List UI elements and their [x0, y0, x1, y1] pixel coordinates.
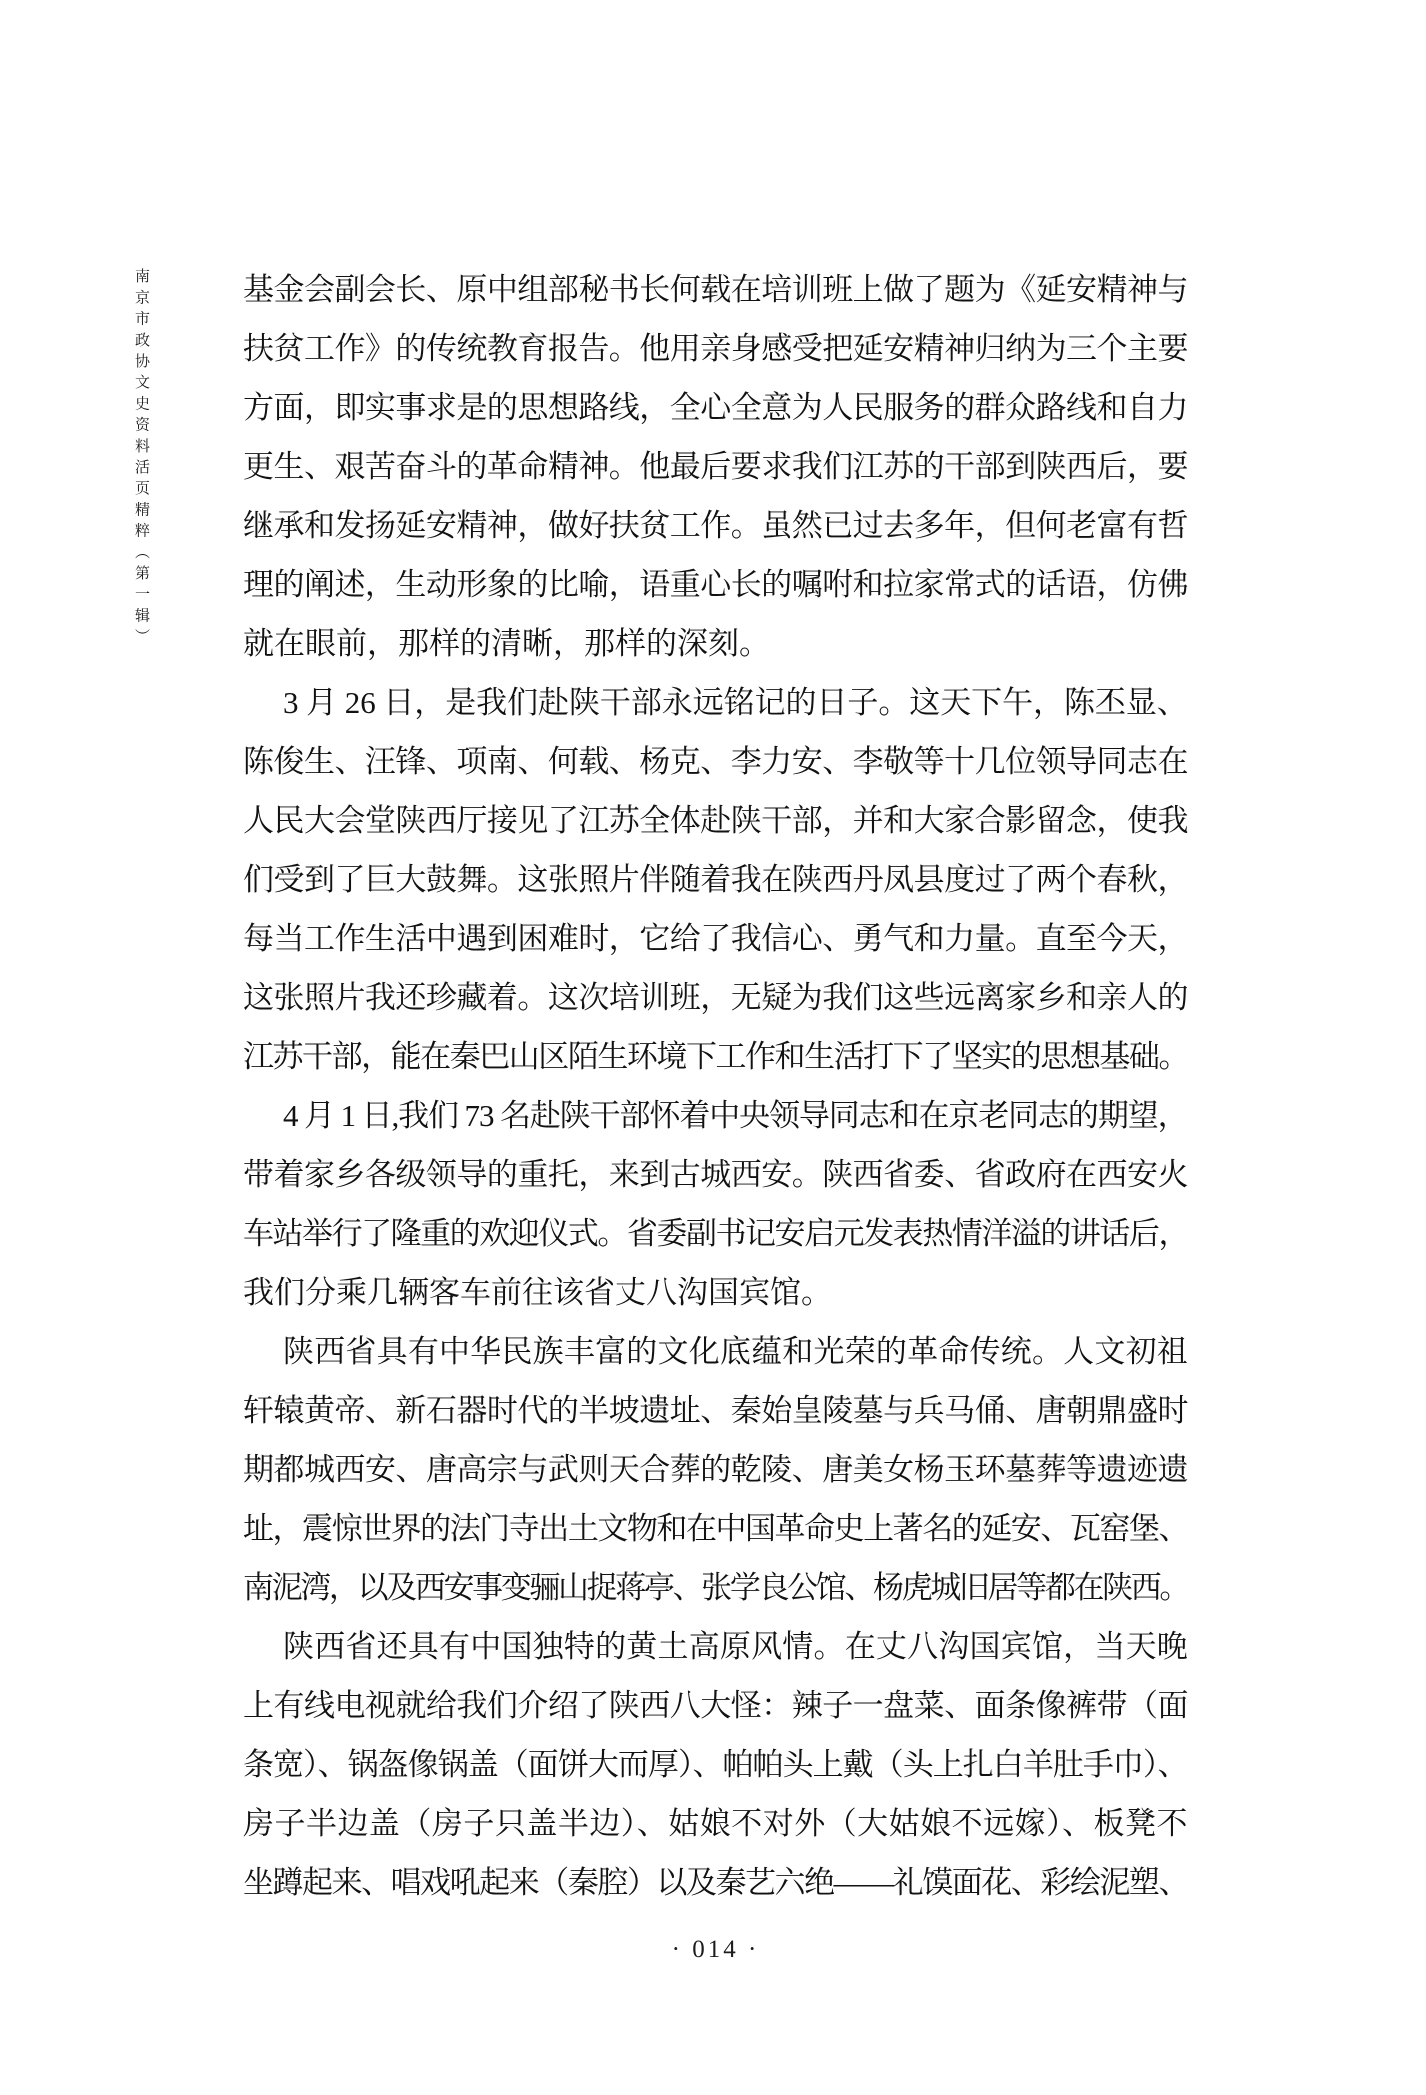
text-line-content: 更生、艰苦奋斗的革命精神。他最后要求我们江苏的干部到陕西后，要 [243, 449, 1188, 484]
text-line-content: 每当工作生活中遇到困难时，它给了我信心、勇气和力量。直至今天， [243, 921, 1188, 956]
text-line [243, 1617, 1188, 1676]
text-line [243, 319, 1188, 378]
text-line [243, 1676, 1188, 1735]
text-line [243, 378, 1188, 437]
text-line-content: 陕西省还具有中国独特的黄土高原风情。在丈八沟国宾馆，当天晚 [283, 1629, 1188, 1664]
text-line [243, 1558, 1188, 1617]
text-line [243, 1263, 1188, 1322]
text-line-content: 轩辕黄帝、新石器时代的半坡遗址、秦始皇陵墓与兵马俑、唐朝鼎盛时 [243, 1393, 1188, 1428]
text-line [243, 850, 1188, 909]
text-line-content: 坐蹲起来、唱戏吼起来（秦腔）以及秦艺六绝——礼馍面花、彩绘泥塑、 [243, 1865, 1188, 1900]
text-line-content: 陕西省具有中华民族丰富的文化底蕴和光荣的革命传统。人文初祖 [283, 1334, 1188, 1369]
text-line [243, 614, 1188, 673]
text-line [243, 260, 1188, 319]
text-line-content: 带着家乡各级领导的重托，来到古城西安。陕西省委、省政府在西安火 [243, 1157, 1188, 1192]
text-line [243, 968, 1188, 1027]
page-number: · 014 · [671, 1936, 760, 1963]
text-line [243, 732, 1188, 791]
text-line [243, 496, 1188, 555]
text-line [243, 555, 1188, 614]
text-line-content: 这张照片我还珍藏着。这次培训班，无疑为我们这些远离家乡和亲人的 [243, 980, 1188, 1015]
text-line [243, 1086, 1188, 1145]
text-line-content: 方面，即实事求是的思想路线，全心全意为人民服务的群众路线和自力 [243, 390, 1188, 425]
text-line [243, 437, 1188, 496]
text-line-content: 人民大会堂陕西厅接见了江苏全体赴陕干部，并和大家合影留念，使我 [243, 803, 1188, 838]
text-line [243, 1853, 1188, 1912]
text-line [243, 1499, 1188, 1558]
text-line-content: 基金会副会长、原中组部秘书长何载在培训班上做了题为《延安精神与 [243, 272, 1188, 307]
text-line [243, 1322, 1188, 1381]
sidebar-vertical-title [131, 268, 152, 650]
text-line-content: 房子半边盖（房子只盖半边）、姑娘不对外（大姑娘不远嫁）、板凳不 [243, 1806, 1188, 1841]
text-line [243, 1204, 1188, 1263]
text-line-content: 理的阐述，生动形象的比喻，语重心长的嘱咐和拉家常式的话语，仿佛 [243, 567, 1188, 602]
text-line-content: 3 月 26 日，是我们赴陕干部永远铭记的日子。这天下午，陈丕显、 [283, 685, 1188, 720]
text-line-content: 扶贫工作》的传统教育报告。他用亲身感受把延安精神归纳为三个主要 [243, 331, 1188, 366]
text-line [243, 673, 1188, 732]
text-line [243, 1735, 1188, 1794]
text-line-content: 们受到了巨大鼓舞。这张照片伴随着我在陕西丹凤县度过了两个春秋， [243, 862, 1188, 897]
sidebar-title-text: 南京市政协文史资料活页精粹（第一辑） [133, 268, 149, 650]
text-line-content: 期都城西安、唐高宗与武则天合葬的乾陵、唐美女杨玉环墓葬等遗迹遗 [243, 1452, 1188, 1487]
text-line [243, 1440, 1188, 1499]
text-line [243, 791, 1188, 850]
text-line-content: 江苏干部，能在秦巴山区陌生环境下工作和生活打下了坚实的思想基础。 [243, 1039, 1188, 1074]
text-line-content: 继承和发扬延安精神，做好扶贫工作。虽然已过去多年，但何老富有哲 [243, 508, 1188, 543]
text-line [243, 1145, 1188, 1204]
text-line [243, 1794, 1188, 1853]
text-line [243, 1381, 1188, 1440]
page-footer [243, 1936, 1188, 1964]
text-line [243, 909, 1188, 968]
text-line-content: 南泥湾，以及西安事变骊山捉蒋亭、张学良公馆、杨虎城旧居等都在陕西。 [243, 1570, 1188, 1605]
text-line [243, 1027, 1188, 1086]
text-line-content: 条宽）、锅盔像锅盖（面饼大而厚）、帕帕头上戴（头上扎白羊肚手巾）、 [243, 1747, 1188, 1782]
body-text [243, 260, 1188, 1912]
text-line-content: 车站举行了隆重的欢迎仪式。省委副书记安启元发表热情洋溢的讲话后， [243, 1216, 1188, 1251]
text-line-content: 我们分乘几辆客车前往该省丈八沟国宾馆。 [243, 1275, 832, 1310]
text-line-content: 就在眼前，那样的清晰，那样的深刻。 [243, 626, 770, 661]
text-line-content: 陈俊生、汪锋、项南、何载、杨克、李力安、李敬等十几位领导同志在 [243, 744, 1188, 779]
text-line-content: 址，震惊世界的法门寺出土文物和在中国革命史上著名的延安、瓦窑堡、 [243, 1511, 1188, 1546]
text-line-content: 4 月 1 日,我们 73 名赴陕干部怀着中央领导同志和在京老同志的期望， [283, 1098, 1188, 1133]
text-line-content: 上有线电视就给我们介绍了陕西八大怪：辣子一盘菜、面条像裤带（面 [243, 1688, 1188, 1723]
